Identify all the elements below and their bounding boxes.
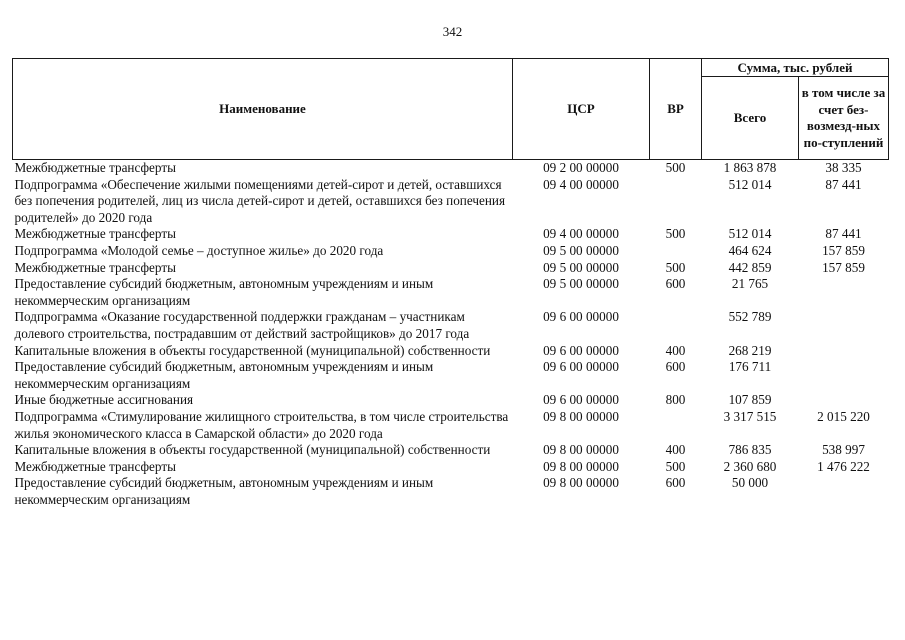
cell-free: 87 441 [825, 226, 862, 242]
cell-total: 268 219 [728, 342, 772, 358]
cell-free [799, 276, 889, 309]
cell-total: 2 360 680 [723, 458, 777, 474]
cell-free: 2 015 220 [817, 408, 870, 424]
cell-csr: 09 6 00 00000 [543, 342, 619, 358]
cell-free: 157 859 [822, 259, 865, 275]
table-row [13, 177, 889, 227]
table-row [13, 160, 889, 177]
header-total: Всего [702, 77, 799, 160]
cell-name: Межбюджетные трансферты [14, 160, 176, 175]
cell-csr: 09 5 00 00000 [543, 276, 619, 292]
cell-name: Предоставление субсидий бюджетным, автономным учреждениям и иным некоммерческим организациям [14, 475, 434, 507]
cell-total: 786 835 [728, 442, 772, 458]
table-row [13, 343, 889, 360]
table-row [13, 475, 889, 508]
cell-csr: 09 6 00 00000 [543, 309, 619, 325]
table-row [13, 276, 889, 309]
table-row [13, 260, 889, 277]
cell-csr: 09 5 00 00000 [543, 242, 619, 258]
cell-csr: 09 6 00 00000 [543, 359, 619, 375]
cell-vr: 400 [665, 342, 686, 358]
cell-csr: 09 8 00 00000 [543, 408, 619, 424]
cell-name: Иные бюджетные ассигнования [14, 392, 194, 408]
cell-name: Межбюджетные трансферты [14, 259, 176, 275]
cell-name: Межбюджетные трансферты [14, 458, 176, 474]
cell-total: 442 859 [728, 259, 772, 275]
cell-total: 176 711 [728, 359, 772, 375]
cell-free: 38 335 [825, 160, 862, 175]
table-row [13, 392, 889, 409]
cell-total: 464 624 [728, 242, 772, 258]
cell-name: Межбюджетные трансферты [14, 226, 176, 242]
cell-vr: 500 [665, 226, 686, 242]
table-row [13, 243, 889, 260]
cell-total: 552 789 [728, 309, 772, 325]
cell-csr: 09 8 00 00000 [543, 458, 619, 474]
cell-vr: 800 [665, 392, 686, 408]
cell-free [799, 343, 889, 360]
cell-free: 157 859 [822, 242, 865, 258]
cell-vr: 500 [665, 160, 686, 175]
cell-total: 512 014 [728, 226, 772, 242]
cell-free [799, 309, 889, 342]
cell-csr: 09 8 00 00000 [543, 475, 619, 491]
header-csr: ЦСР [513, 59, 650, 160]
cell-free: 538 997 [822, 442, 865, 458]
cell-csr: 09 5 00 00000 [543, 259, 619, 275]
cell-vr: 600 [665, 359, 686, 375]
cell-total: 21 765 [731, 276, 769, 292]
cell-name: Подпрограмма «Оказание государственной поддержки гражданам – участникам долевого строительства, пострадавшим от действий застройщиков» до 2017 года [14, 309, 470, 341]
cell-name: Капитальные вложения в объекты государственной (муниципальной) собственности [14, 442, 491, 458]
cell-free [799, 392, 889, 409]
cell-free: 1 476 222 [817, 458, 870, 474]
cell-vr: 600 [665, 475, 686, 491]
cell-name: Предоставление субсидий бюджетным, автономным учреждениям и иным некоммерческим организациям [14, 359, 434, 391]
cell-csr: 09 2 00 00000 [543, 160, 619, 175]
header-vr: ВР [650, 59, 702, 160]
cell-vr: 400 [665, 442, 686, 458]
table-row [13, 409, 889, 442]
cell-vr: 600 [665, 276, 686, 292]
budget-table [12, 58, 889, 508]
cell-name: Подпрограмма «Молодой семье – доступное жилье» до 2020 года [14, 242, 384, 258]
header-free: в том числе за счет без-возмезд-ных по-ступлений [799, 77, 889, 160]
cell-vr: 500 [665, 259, 686, 275]
table-body [13, 160, 889, 509]
cell-vr: 500 [665, 458, 686, 474]
cell-total: 50 000 [731, 475, 769, 491]
cell-free [799, 359, 889, 392]
cell-csr: 09 4 00 00000 [543, 176, 619, 192]
cell-name: Предоставление субсидий бюджетным, автономным учреждениям и иным некоммерческим организациям [14, 276, 434, 308]
cell-csr: 09 6 00 00000 [543, 392, 619, 408]
page-number: 342 [442, 24, 463, 39]
cell-name: Подпрограмма «Обеспечение жилыми помещениями детей-сирот и детей, оставшихся без попечения родителей, лиц из числа детей-сирот и детей, оставшихся без попечения родителей» до 2020 года [14, 176, 506, 225]
cell-free: 87 441 [825, 176, 862, 192]
table-row [13, 459, 889, 476]
cell-vr [650, 243, 702, 260]
cell-total: 512 014 [728, 176, 772, 192]
cell-name: Подпрограмма «Стимулирование жилищного строительства, в том числе строительства жилья экономического класса в Самарской области» до 2020 года [14, 408, 509, 441]
cell-csr: 09 4 00 00000 [543, 226, 619, 242]
cell-vr [650, 309, 702, 342]
cell-total: 3 317 515 [723, 408, 777, 424]
table-row [13, 442, 889, 459]
cell-total: 107 859 [728, 392, 772, 408]
cell-vr [650, 177, 702, 227]
cell-total: 1 863 878 [723, 160, 777, 175]
table-row [13, 309, 889, 342]
cell-free [799, 475, 889, 508]
cell-vr [650, 409, 702, 442]
cell-name: Капитальные вложения в объекты государственной (муниципальной) собственности [14, 342, 491, 358]
table-row [13, 226, 889, 243]
header-name: Наименование [13, 59, 513, 160]
table-row [13, 359, 889, 392]
cell-csr: 09 8 00 00000 [543, 442, 619, 458]
table-header [13, 59, 889, 160]
header-sum: Сумма, тыс. рублей [702, 59, 889, 77]
